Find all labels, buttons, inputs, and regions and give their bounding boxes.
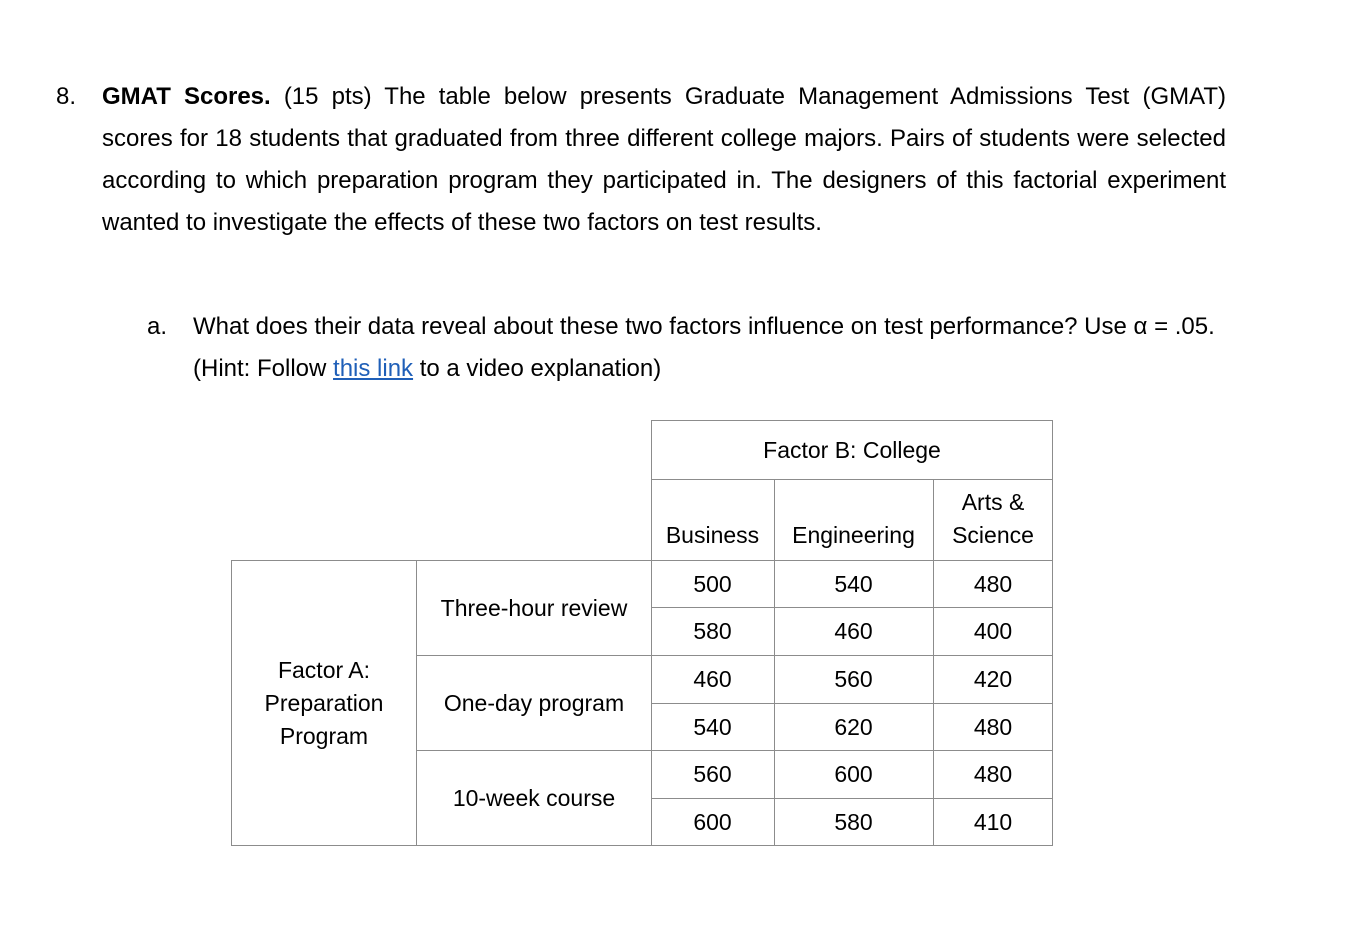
score-cell: 480 [973,713,1013,740]
column-header-engineering: Engineering [792,522,915,548]
score-cell: 460 [834,618,873,644]
score-cell: 540 [834,570,873,597]
question-body [102,76,1226,244]
score-cell: 600 [693,808,732,835]
sub-question-text-end: to a video explanation) [413,355,662,382]
score-cell: 480 [973,761,1013,787]
score-cell: 560 [834,666,873,692]
program-label-10-week-course: 10-week course [452,784,616,811]
score-cell: 420 [973,666,1013,692]
score-cell: 620 [834,713,873,740]
sub-question-body [193,306,1237,390]
question-number: 8. [56,83,77,110]
column-header-business: Business [665,522,760,548]
score-cell: 580 [834,808,873,835]
score-cell: 560 [693,761,732,787]
table-border [231,845,1053,846]
question-text: (15 pts) The table below presents Graduate Management Admissions Test (GMAT) scores for 18 students that graduated from three different college majors. Pairs of students were selected according to which preparation program they participated in. The designers of this factorial experiment wanted to investigate the effects of these two factors on test results. [102,83,1226,236]
sub-question-text: What does their data reveal about these two factors influence on test performance? Use α = .05. (Hint: Follow [193,313,1215,382]
score-cell: 540 [693,713,732,740]
factor-a-header: Factor A: Preparation Program [264,656,384,749]
column-header-arts-science: Arts & Science [952,489,1034,548]
factor-b-header: Factor B: College [763,436,941,463]
score-cell: 410 [973,808,1013,835]
score-cell: 480 [973,570,1013,597]
score-cell: 400 [973,618,1013,644]
score-cell: 500 [693,570,732,597]
score-cell: 460 [693,666,732,692]
video-link[interactable]: this link [333,355,414,382]
score-cell: 580 [693,618,732,644]
program-label-one-day-program: One-day program [443,689,625,716]
program-label-three-hour-review: Three-hour review [440,594,628,621]
question-title: GMAT Scores. [102,83,271,110]
sub-question-letter: a. [147,313,168,340]
score-cell: 600 [834,761,873,787]
